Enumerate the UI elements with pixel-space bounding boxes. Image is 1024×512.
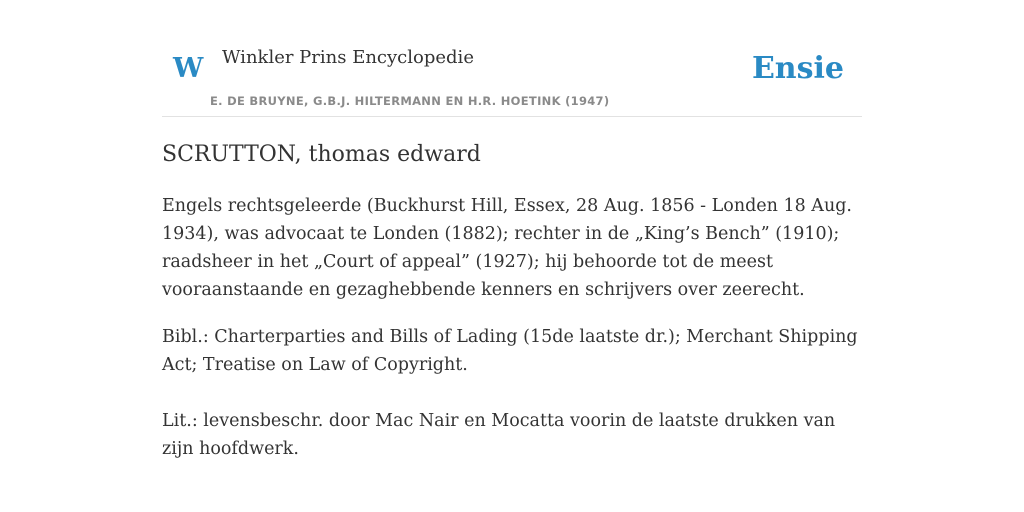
book-authors: E. DE BRUYNE, G.B.J. HILTERMANN EN H.R. HOETINK (1947) [210, 94, 610, 108]
literature-paragraph: Lit.: levensbeschr. door Mac Nair en Mocatta voorin de laatste drukken van zijn hoofdwerk. [162, 411, 836, 459]
article-paragraph: Engels rechtsgeleerde (Buckhurst Hill, Essex, 28 Aug. 1856 - Londen 18 Aug. 1934), was advocaat te Londen (1882); rechter in de „King’s Bench” (1910); raadsheer in het „Court of appeal” (1927); hij behoorde tot de meest vooraanstaande en gezaghebbende kenners en schrijvers over zeerecht. [162, 196, 852, 300]
bibliography-paragraph: Bibl.: Charterparties and Bills of Lading (15de laatste dr.); Merchant Shipping Act; Treatise on Law of Copyright. [162, 327, 858, 375]
book-title-link[interactable]: Winkler Prins Encyclopedie [222, 47, 474, 68]
encyclopedia-logo[interactable]: W [173, 53, 204, 84]
site-header [162, 0, 862, 117]
ensie-logo-link[interactable]: Ensie [751, 51, 844, 86]
article [162, 136, 872, 463]
article-title: SCRUTTON, thomas edward [162, 142, 481, 167]
